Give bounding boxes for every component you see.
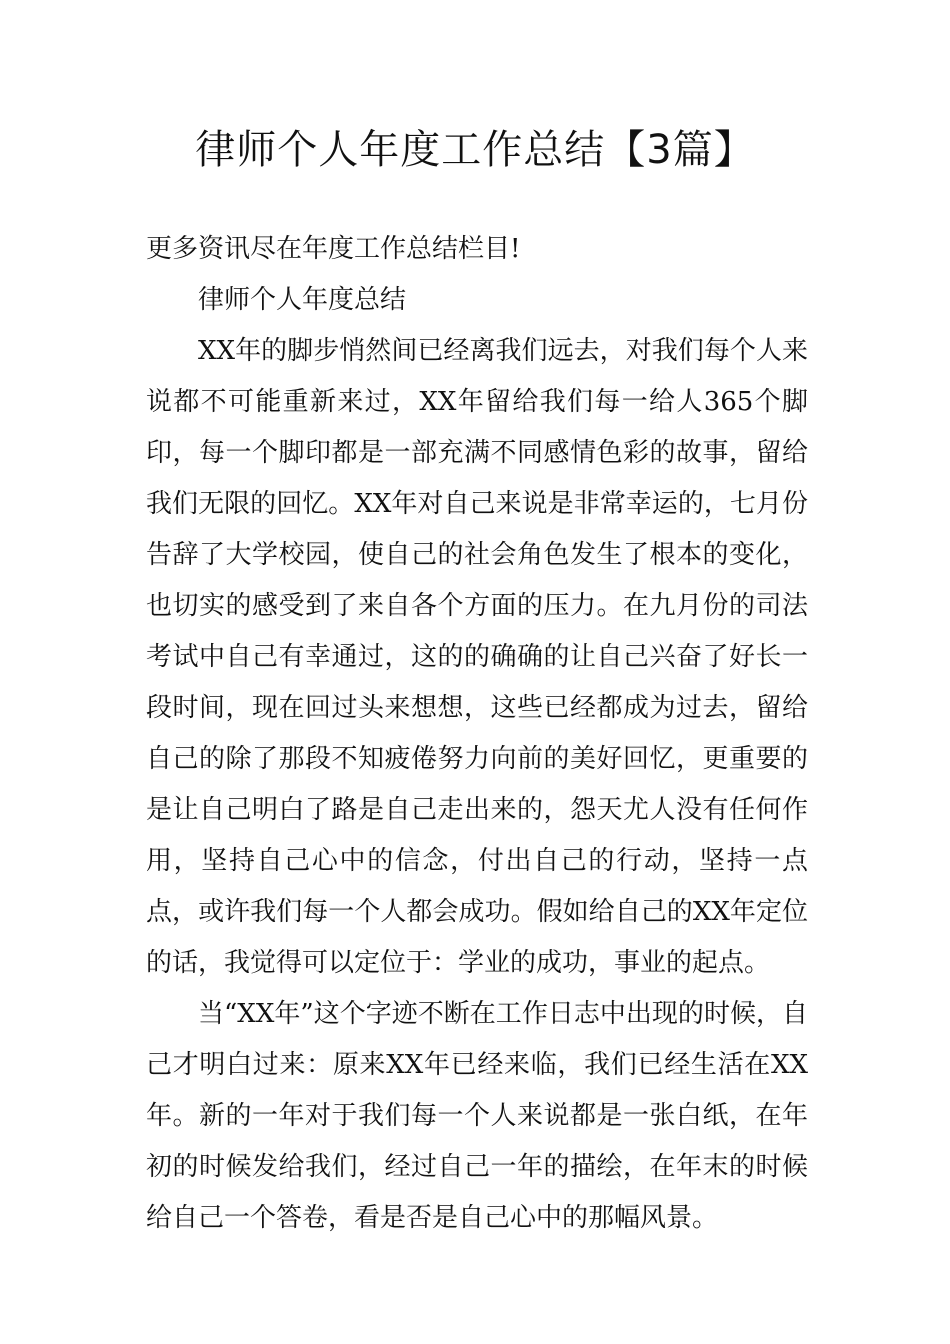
- document-body: [146, 224, 808, 1244]
- document-title: 律师个人年度工作总结【3篇】: [195, 127, 755, 173]
- body-paragraph-2: 当“XX年”这个字迹不断在工作日志中出现的时候，自己才明白过来：原来XX年已经来临，我们已经生活在XX年。新的一年对于我们每一个人来说都是一张白纸，在年初的时候发给我们，经过自己一年的描绘，在年末的时候给自己一个答卷，看是否是自己心中的那幅风景。: [146, 999, 808, 1233]
- body-paragraph-1: XX年的脚步悄然间已经离我们远去，对我们每个人来说都不可能重新来过，XX年留给我们每一给人365个脚印，每一个脚印都是一部充满不同感情色彩的故事，留给我们无限的回忆。XX年对自己来说是非常幸运的，七月份告辞了大学校园，使自己的社会角色发生了根本的变化，也切实的感受到了来自各个方面的压力。在九月份的司法考试中自己有幸通过，这的的确确的让自己兴奋了好长一段时间，现在回过头来想想，这些已经都成为过去，留给自己的除了那段不知疲倦努力向前的美好回忆，更重要的是让自己明白了路是自己走出来的，怨天尤人没有任何作用，坚持自己心中的信念，付出自己的行动，坚持一点点，或许我们每一个人都会成功。假如给自己的XX年定位的话，我觉得可以定位于：学业的成功，事业的起点。: [146, 336, 808, 978]
- section-subtitle: 律师个人年度总结: [198, 285, 407, 315]
- intro-line: 更多资讯尽在年度工作总结栏目!: [146, 234, 521, 264]
